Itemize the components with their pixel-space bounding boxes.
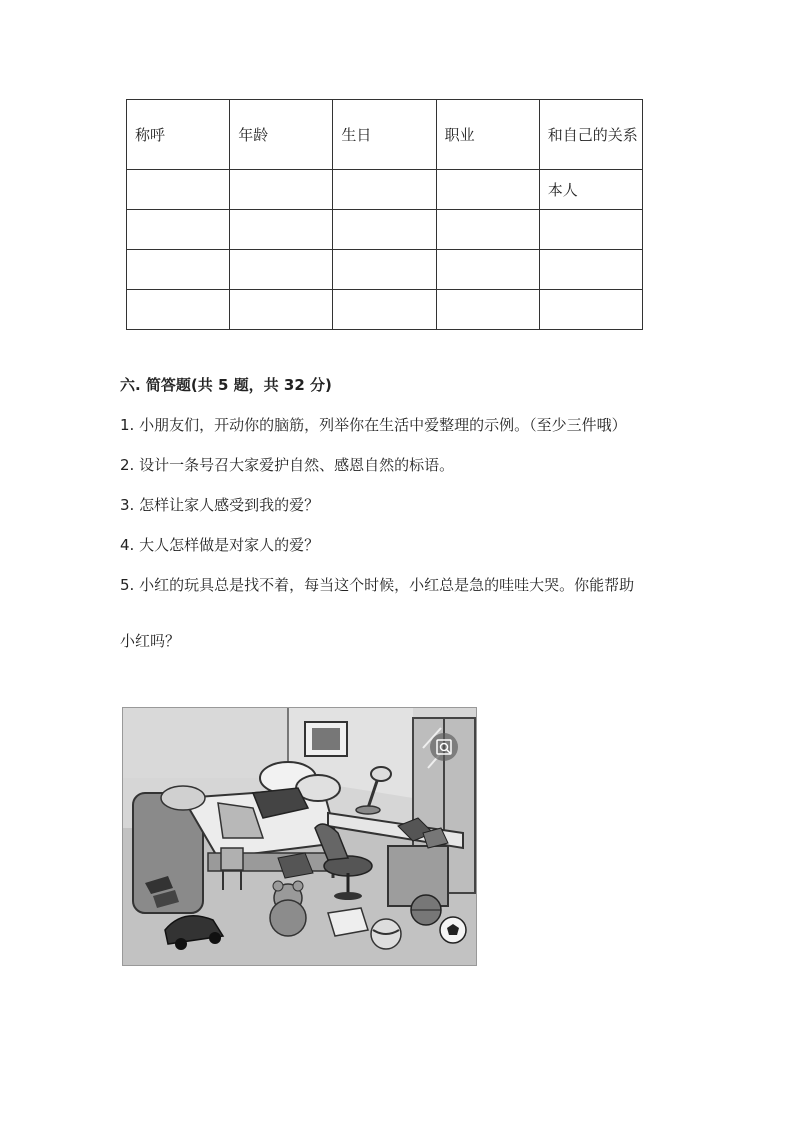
- question-5-continued: 小红吗？: [120, 632, 181, 650]
- messy-room-illustration: [122, 707, 477, 966]
- table-cell[interactable]: [436, 210, 539, 250]
- header-cell-birthday: 生日: [333, 100, 436, 170]
- table-cell[interactable]: [436, 250, 539, 290]
- question-3: 3. 怎样让家人感受到我的爱？: [120, 496, 320, 514]
- room-drawing: [123, 708, 477, 966]
- family-info-table: [126, 99, 643, 330]
- table-cell[interactable]: [230, 170, 333, 210]
- table-cell[interactable]: [230, 250, 333, 290]
- table-cell[interactable]: [127, 290, 230, 330]
- table-cell[interactable]: [127, 210, 230, 250]
- table-cell[interactable]: [539, 290, 642, 330]
- table-cell[interactable]: [539, 210, 642, 250]
- zoom-button[interactable]: [430, 733, 458, 761]
- table-cell[interactable]: [230, 210, 333, 250]
- question-5: 5. 小红的玩具总是找不着，每当这个时候，小红总是急的哇哇大哭。你能帮助: [120, 576, 635, 594]
- question-1: 1. 小朋友们，开动你的脑筋，列举你在生活中爱整理的示例。（至少三件哦）: [120, 416, 627, 434]
- header-cell-relation: 和自己的关系: [539, 100, 642, 170]
- table-cell[interactable]: [333, 290, 436, 330]
- header-cell-age: 年龄: [230, 100, 333, 170]
- table-row: [127, 210, 643, 250]
- table-cell[interactable]: [230, 290, 333, 330]
- question-4: 4. 大人怎样做是对家人的爱？: [120, 536, 320, 554]
- table-cell[interactable]: [127, 250, 230, 290]
- header-cell-title: 称呼: [127, 100, 230, 170]
- table-cell[interactable]: [436, 170, 539, 210]
- section-title: 六. 简答题(共 5 题，共 32 分): [120, 376, 332, 394]
- table-cell[interactable]: [436, 290, 539, 330]
- table-header-row: [127, 100, 643, 170]
- header-cell-job: 职业: [436, 100, 539, 170]
- table-row: [127, 170, 643, 210]
- table-cell[interactable]: [539, 250, 642, 290]
- table-row: [127, 290, 643, 330]
- question-2: 2. 设计一条号召大家爱护自然、感恩自然的标语。: [120, 456, 455, 474]
- table-cell[interactable]: [127, 170, 230, 210]
- table-cell[interactable]: 本人: [539, 170, 642, 210]
- table-cell[interactable]: [333, 250, 436, 290]
- zoom-icon: [430, 733, 458, 761]
- table-cell[interactable]: [333, 170, 436, 210]
- table-row: [127, 250, 643, 290]
- table-cell[interactable]: [333, 210, 436, 250]
